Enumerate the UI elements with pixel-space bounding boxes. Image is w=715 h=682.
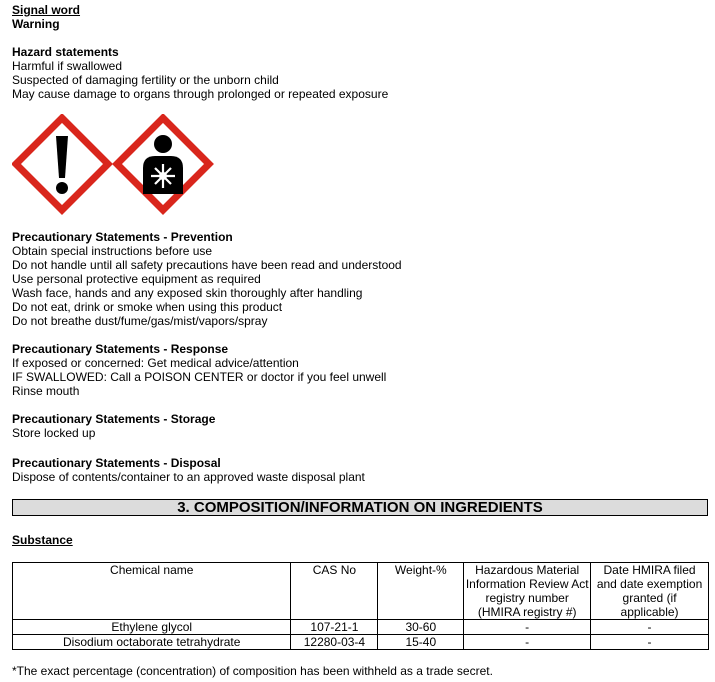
cell-weight: 30-60 <box>378 620 464 635</box>
prevention-block <box>12 230 402 328</box>
prevention-statement: Wash face, hands and any exposed skin thoroughly after handling <box>12 286 363 300</box>
storage-heading: Precautionary Statements - Storage <box>12 412 216 426</box>
disposal-heading: Precautionary Statements - Disposal <box>12 456 221 470</box>
cell-hmira-date: - <box>591 620 709 635</box>
column-header-hmira-registry: Hazardous Material Information Review Act registry number (HMIRA registry #) <box>464 563 591 620</box>
section-3-title: 3. COMPOSITION/INFORMATION ON INGREDIENTS <box>12 499 708 516</box>
disposal-statement: Dispose of contents/container to an approved waste disposal plant <box>12 470 365 484</box>
prevention-statement: Do not eat, drink or smoke when using this product <box>12 300 283 314</box>
hazard-statements-block <box>12 45 388 101</box>
column-header-chemical-name: Chemical name <box>13 563 291 620</box>
response-statement: IF SWALLOWED: Call a POISON CENTER or doctor if you feel unwell <box>12 370 387 384</box>
disposal-block <box>12 456 365 484</box>
hazard-statement: Suspected of damaging fertility or the unborn child <box>12 73 279 87</box>
prevention-statement: Use personal protective equipment as required <box>12 272 261 286</box>
prevention-statement: Do not handle until all safety precautions have been read and understood <box>12 258 402 272</box>
cell-chemical-name: Ethylene glycol <box>13 620 291 635</box>
cell-weight: 15-40 <box>378 635 464 650</box>
health-hazard-pictogram-icon <box>117 118 209 210</box>
signal-word-value: Warning <box>12 17 60 31</box>
cell-hmira-registry: - <box>464 635 591 650</box>
prevention-statement: Obtain special instructions before use <box>12 244 213 258</box>
column-header-hmira-date: Date HMIRA filed and date exemption granted (if applicable) <box>591 563 709 620</box>
hazard-statement: May cause damage to organs through prolonged or repeated exposure <box>12 87 389 101</box>
table-header-row <box>13 563 709 620</box>
prevention-statement: Do not breathe dust/fume/gas/mist/vapors/spray <box>12 314 268 328</box>
column-header-cas-no: CAS No <box>291 563 378 620</box>
trade-secret-footnote: *The exact percentage (concentration) of composition has been withheld as a trade secret. <box>12 664 493 678</box>
exclamation-mark-pictogram-icon <box>16 118 108 210</box>
storage-statement: Store locked up <box>12 426 96 440</box>
storage-block <box>12 412 215 440</box>
signal-word-heading: Signal word <box>12 3 81 17</box>
cell-hmira-date: - <box>591 635 709 650</box>
hazard-statement: Harmful if swallowed <box>12 59 123 73</box>
cell-cas-no: 12280-03-4 <box>291 635 378 650</box>
hazard-statements-heading: Hazard statements <box>12 45 119 59</box>
response-statement: Rinse mouth <box>12 384 80 398</box>
ingredients-table <box>12 562 709 650</box>
column-header-weight: Weight-% <box>378 563 464 620</box>
cell-cas-no: 107-21-1 <box>291 620 378 635</box>
table-row <box>13 635 709 650</box>
response-heading: Precautionary Statements - Response <box>12 342 229 356</box>
signal-word-block <box>12 3 80 31</box>
substance-label: Substance <box>12 533 73 547</box>
response-block <box>12 342 386 398</box>
cell-hmira-registry: - <box>464 620 591 635</box>
table-row <box>13 620 709 635</box>
ghs-pictograms <box>12 114 214 216</box>
cell-chemical-name: Disodium octaborate tetrahydrate <box>13 635 291 650</box>
response-statement: If exposed or concerned: Get medical advice/attention <box>12 356 299 370</box>
prevention-heading: Precautionary Statements - Prevention <box>12 230 233 244</box>
